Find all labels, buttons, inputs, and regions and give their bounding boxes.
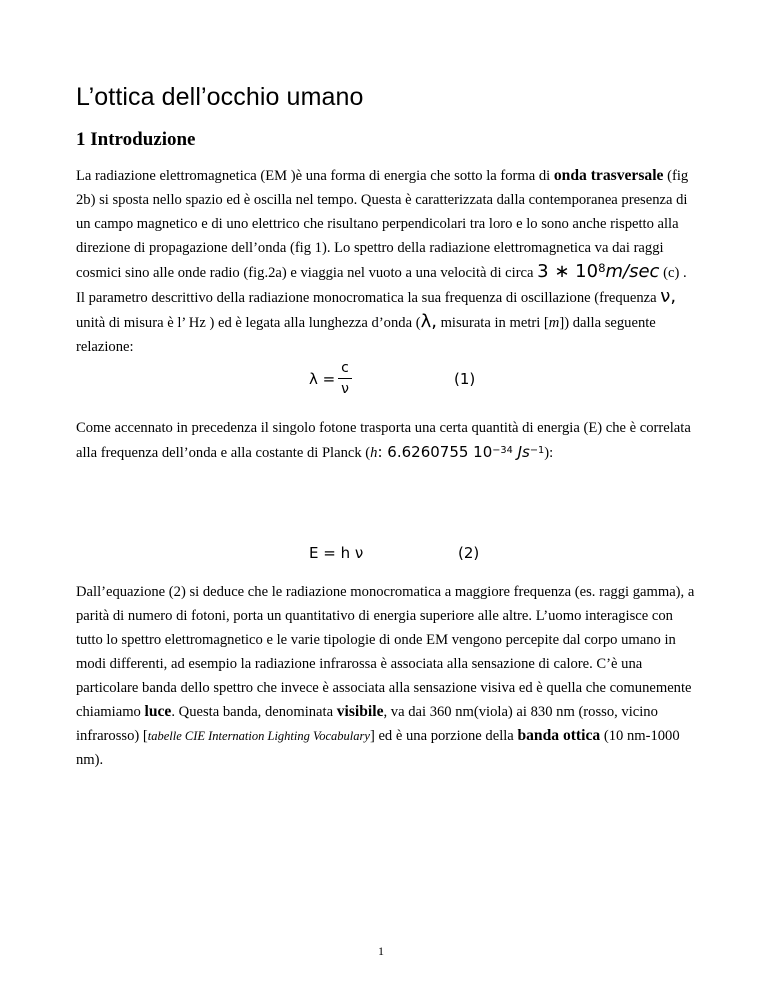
unit-metri: m bbox=[548, 315, 560, 331]
term-banda-ottica: banda ottica bbox=[517, 727, 601, 744]
equation-1-denominator: ν bbox=[341, 381, 349, 397]
term-visibile: visibile bbox=[336, 703, 384, 720]
equation-1-fraction bbox=[338, 359, 352, 398]
paragraph-intro: La radiazione elettromagnetica (EM )è una forma di energia che sotto la forma di onda trasversale (fig 2b) si sposta nello spazio ed è oscilla nel tempo. Questa è caratterizzata dalla contemporanea presenza di un campo magnetico e di uno elettrico che risultano perpendicolari tra loro e lo sono anche rispetto alla direzione di propagazione dell’onda (fig 1). Lo spettro della radiazione elettromagnetica va dai raggi cosmici sino alle onde radio (fig.2a) e viaggia nel vuoto a una velocità di circa 3 ∗ $10^8m/\sec$ (c) . Il parametro descrittivo della radiazione monocromatica la sua frequenza di oscillazione (frequenza ν, unità di misura è l’ Hz ) ed è legata alla lunghezza d’onda (λ, misurata in metri [m]) dalla seguente relazione: bbox=[76, 167, 689, 355]
symbol-h: h bbox=[370, 445, 378, 461]
equation-1-number: (1) bbox=[454, 370, 476, 388]
term-onda-trasversale: onda trasversale bbox=[553, 167, 664, 184]
speed-of-light: 3 ∗ $10^8m/\sec$ bbox=[537, 260, 660, 282]
paragraph-planck: Come accennato in precedenza il singolo fotone trasporta una certa quantità di energia (E) che è correlata alla frequenza dell’onda e alla costante di Planck (h: 6.6260755 $10^{-34}$ $Js^{-1}$): bbox=[76, 420, 691, 461]
term-luce: luce bbox=[144, 703, 172, 720]
section-heading: 1 Introduzione bbox=[76, 129, 196, 150]
symbol-lambda: λ, bbox=[420, 311, 437, 332]
planck-constant: : 6.6260755 $10^{-34}$ $Js^{-1}$ bbox=[377, 443, 545, 461]
page-number: 1 bbox=[378, 944, 384, 958]
equation-2: E = h ν bbox=[309, 544, 364, 562]
equation-1-lhs: λ = bbox=[309, 370, 336, 388]
cie-reference: tabelle CIE Internation Lighting Vocabulary bbox=[147, 729, 370, 743]
document-title: L’ottica dell’occhio umano bbox=[76, 83, 364, 111]
symbol-nu: ν, bbox=[660, 286, 677, 307]
paragraph-visible-band: Dall’equazione (2) si deduce che le radiazione monocromatica a maggiore frequenza (es. raggi gamma), a parità di numero di fotoni, porta un quantitativo di energia superiore alle altre. L’uomo interagisce con tutto lo spettro elettromagnetico e le varie tipologie di onde EM vengono percepite dal corpo umano in modi differenti, ad esempio la radiazione infrarossa è associata alla sensazione di calore. C’è una particolare banda dello spettro che invece è associata alla sensazione visiva ed è quella che comunemente chiamiamo luce. Questa banda, denominata visibile, va dai 360 nm(viola) ai 830 nm (rosso, vicino infrarosso) [tabelle CIE Internation Lighting Vocabulary] ed è una porzione della banda ottica (10 nm-1000 nm). bbox=[76, 584, 695, 768]
equation-2-number: (2) bbox=[458, 544, 480, 562]
equation-1-numerator: c bbox=[338, 359, 352, 379]
